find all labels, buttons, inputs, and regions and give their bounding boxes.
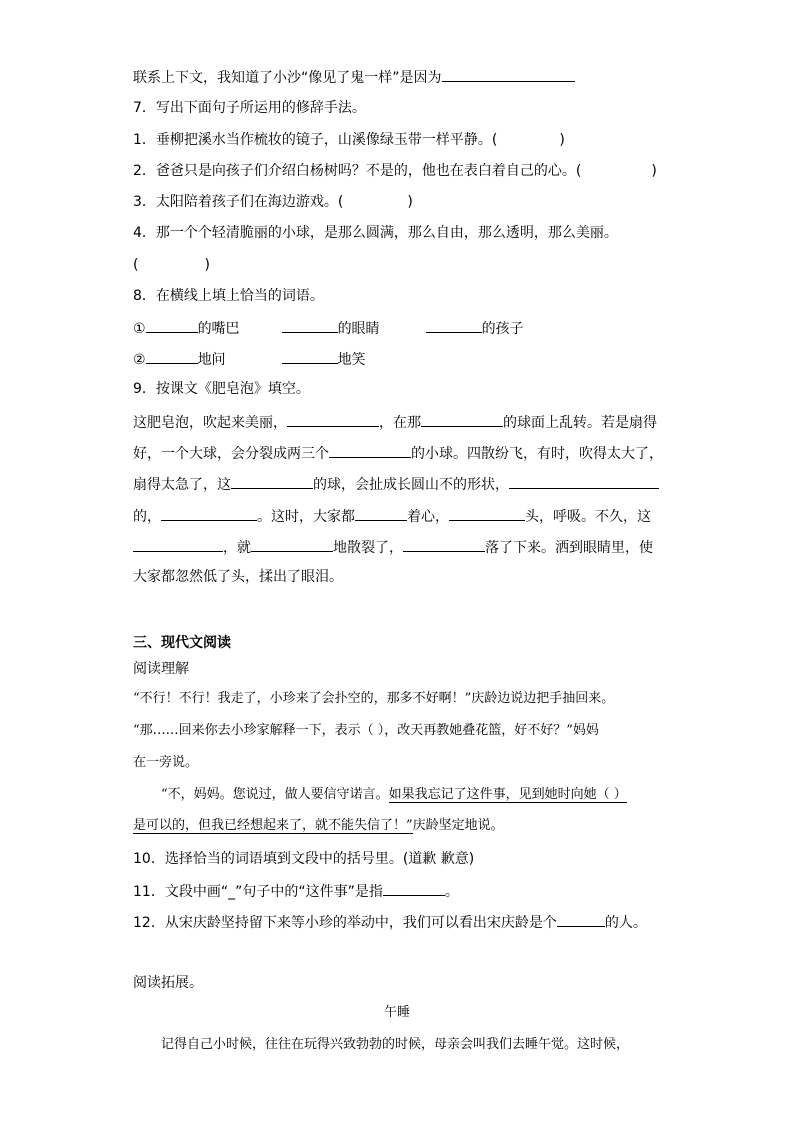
circle-two-marker: ② [133, 352, 146, 368]
text: 着心， [407, 509, 449, 525]
q8-row-1 [133, 318, 524, 338]
q11-text [133, 881, 459, 901]
text: 这肥皂泡，吹起来美丽， [133, 415, 287, 431]
answer-blank[interactable] [442, 67, 575, 82]
q7-title: 7．写出下面句子所运用的修辞手法。 [133, 100, 366, 116]
answer-blank[interactable] [403, 537, 485, 552]
prompt-text: 联系上下文，我知道了小沙“像见了鬼一样”是因为 [133, 70, 442, 86]
answer-blank[interactable] [329, 443, 411, 458]
q7-item-2 [133, 162, 657, 180]
item-text: 1．垂柳把溪水当作梳妆的镜子，山溪像绿玉带一样平静。( [133, 132, 498, 148]
passage-line-5 [133, 817, 504, 835]
q8-row-2 [133, 349, 366, 369]
passage-line-2: “那……回来你去小珍家解释一下，表示（ ），改天再教她叠花篮，好不好？”妈妈 [133, 723, 599, 738]
reading-extension-label: 阅读拓展。 [133, 975, 203, 991]
answer-blank[interactable] [146, 318, 198, 333]
text: 扇得太急了，这 [133, 477, 231, 493]
text: 地散裂了， [333, 540, 403, 556]
q10-text: 10．选择恰当的词语填到文段中的括号里。(道歉 歉意) [133, 851, 475, 867]
text: 头，呼吸。不久，这 [525, 509, 651, 525]
word-label: 地笑 [337, 352, 366, 368]
text: 。这时，大家都 [257, 509, 355, 525]
text: 落了下来。洒到眼睛里，使 [485, 540, 653, 556]
q9-line-4 [133, 506, 651, 526]
text: 的人。 [604, 915, 647, 931]
text: 的球面上乱转。若是扇得 [503, 415, 657, 431]
story-title: 午睡 [384, 1005, 411, 1020]
section-three-heading: 三、现代文阅读 [133, 635, 231, 651]
answer-blank[interactable] [282, 318, 338, 333]
text: 11．文段中画“_”句子中的“这件事”是指 [133, 884, 383, 900]
passage-line-4 [161, 786, 627, 804]
answer-blank[interactable] [251, 537, 333, 552]
close-paren: ) [204, 257, 210, 273]
word-label: 的眼睛 [337, 321, 380, 337]
text: 的小球。四散纷飞，有时，吹得太大了， [411, 446, 663, 462]
q9-line-1 [133, 412, 657, 432]
text: ，就 [223, 540, 251, 556]
q7-item-4-answer [133, 256, 210, 274]
q7-item-4: 4．那一个个轻清脆丽的小球，是那么圆满，那么自由，那么透明，那么美丽。 [133, 225, 618, 241]
reading-comprehension-label: 阅读理解 [133, 661, 189, 677]
answer-blank[interactable] [231, 474, 313, 489]
passage-line-1: “不行！不行！我走了，小珍来了会扑空的，那多不好啊！”庆龄边说边把手抽回来。 [133, 691, 615, 706]
q9-line-3 [133, 474, 659, 494]
answer-blank[interactable] [287, 412, 379, 427]
close-paren: ) [559, 132, 565, 148]
answer-blank[interactable] [509, 474, 659, 489]
close-paren: ) [407, 194, 413, 210]
text: 庆龄坚定地说。 [412, 818, 504, 833]
underlined-sentence: 如果我忘记了这件事，见到她时向她（ ） [388, 787, 627, 802]
answer-blank[interactable] [355, 506, 407, 521]
q9-line-6: 大家都忽然低了头，揉出了眼泪。 [133, 569, 343, 585]
answer-blank[interactable] [133, 537, 223, 552]
word-label: 地问 [197, 352, 226, 368]
word-label: 的嘴巴 [197, 321, 240, 337]
q12-text [133, 912, 647, 932]
answer-blank[interactable] [146, 349, 198, 364]
text: 好，一个大球，会分裂成两三个 [133, 446, 329, 462]
answer-blank[interactable] [449, 506, 525, 521]
text: 的， [133, 509, 161, 525]
text: “不，妈妈。您说过，做人要信守诺言。 [161, 787, 389, 802]
answer-blank[interactable] [383, 881, 445, 896]
circle-one-marker: ① [133, 321, 146, 337]
answer-blank[interactable] [426, 318, 482, 333]
underlined-sentence: 是可以的，但我已经想起来了，就不能失信了！” [133, 818, 413, 833]
q9-line-5 [133, 537, 653, 557]
q7-item-1 [133, 131, 565, 149]
text: ，在那 [379, 415, 421, 431]
close-paren: ) [651, 163, 657, 179]
answer-blank[interactable] [557, 912, 605, 927]
text: 的球，会扯成长圆山不的形状， [313, 477, 509, 493]
item-text: 2．爸爸只是向孩子们介绍白杨树吗？不是的，他也在表白着自己的心。( [133, 163, 582, 179]
story-line-1: 记得自己小时候，往往在玩得兴致勃勃的时候，母亲会叫我们去睡午觉。这时候， [161, 1037, 630, 1052]
text: 12．从宋庆龄坚持留下来等小珍的举动中，我们可以看出宋庆龄是个 [133, 915, 557, 931]
word-label: 的孩子 [481, 321, 524, 337]
passage-line-3: 在一旁说。 [133, 755, 199, 770]
fill-line-1 [133, 67, 575, 87]
answer-blank[interactable] [282, 349, 338, 364]
text: 。 [444, 884, 459, 900]
q9-line-2 [133, 443, 663, 463]
q7-item-3 [133, 193, 413, 211]
q9-title: 9．按课文《肥皂泡》填空。 [133, 381, 310, 397]
item-text: 3．太阳陪着孩子们在海边游戏。( [133, 194, 344, 210]
open-paren: ( [133, 257, 139, 273]
answer-blank[interactable] [421, 412, 503, 427]
answer-blank[interactable] [161, 506, 257, 521]
q8-title: 8．在横线上填上恰当的词语。 [133, 288, 324, 304]
